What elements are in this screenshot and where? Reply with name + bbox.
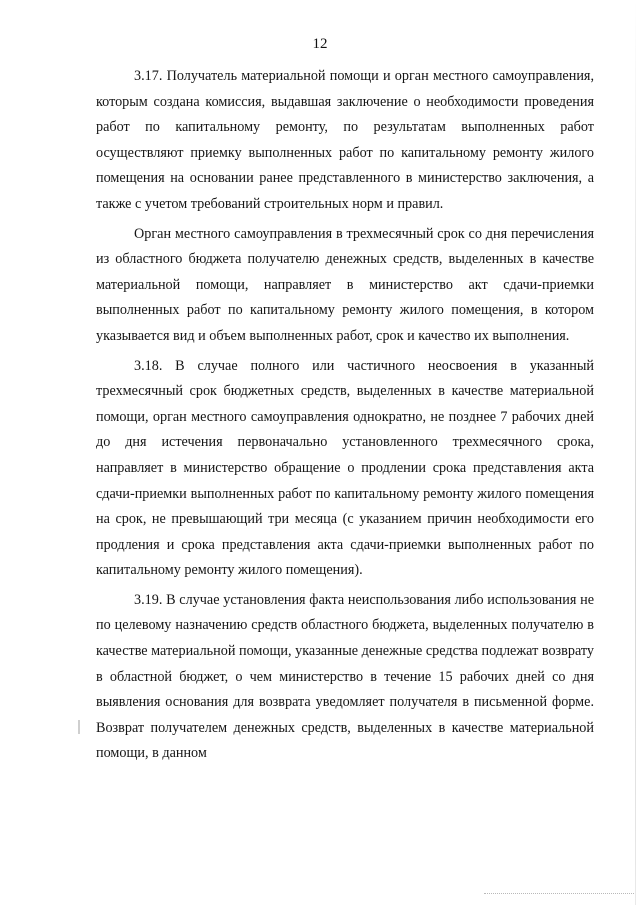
- paragraph-3-17: 3.17. Получатель материальной помощи и орган местного самоуправления, которым создана комиссия, выдавшая заключение о необходимости проведения работ по капитальному ремонту, по результатам выполненных работ осуществляют приемку выполненных работ по капитальному ремонту жилого помещения на основании ранее представленного в министерство заключения, а также с учетом требований строительных норм и правил.: [96, 68, 594, 212]
- page-number: 12: [312, 36, 328, 52]
- scan-artifact-dots: [484, 893, 634, 895]
- paragraph-3-18: 3.18. В случае полного или частичного неосвоения в указанный трехмесячный срок бюджетных средств, выделенных в качестве материальной помощи, орган местного самоуправления однократно, не позднее 7 рабочих дней до дня истечения первоначально установленного трехмесячного срока, направляет в министерство обращение о продлении срока представления акта сдачи-приемки выполненных работ по капитальному ремонту жилого помещения на срок, не превышающий три месяца (с указанием причин необходимости его продления и срока представления акта сдачи-приемки выполненных работ по капитальному ремонту жилого помещения).: [96, 357, 594, 579]
- scan-edge-shadow: [635, 0, 636, 905]
- paragraph-3-19: 3.19. В случае установления факта неиспользования либо использования не по целевому назначению средств областного бюджета, выделенных получателю в качестве материальной помощи, указанные денежные средства подлежат возврату в областной бюджет, о чем министерство в течение 15 рабочих дней со дня выявления основания для возврата уведомляет получателя в письменной форме. Возврат получателем денежных средств, выделенных в качестве материальной помощи, в данном: [96, 591, 594, 762]
- paragraph-act-submission: Орган местного самоуправления в трехмесячный срок со дня перечисления из областного бюджета получателю денежных средств, выделенных в качестве материальной помощи, направляет в министерство акт сдачи-приемки выполненных работ по капитальному ремонту жилого помещения, в котором указывается вид и объем выполненных работ, срок и качество их выполнения.: [96, 225, 594, 344]
- document-body: [96, 64, 594, 771]
- scan-artifact-mark: [78, 720, 80, 734]
